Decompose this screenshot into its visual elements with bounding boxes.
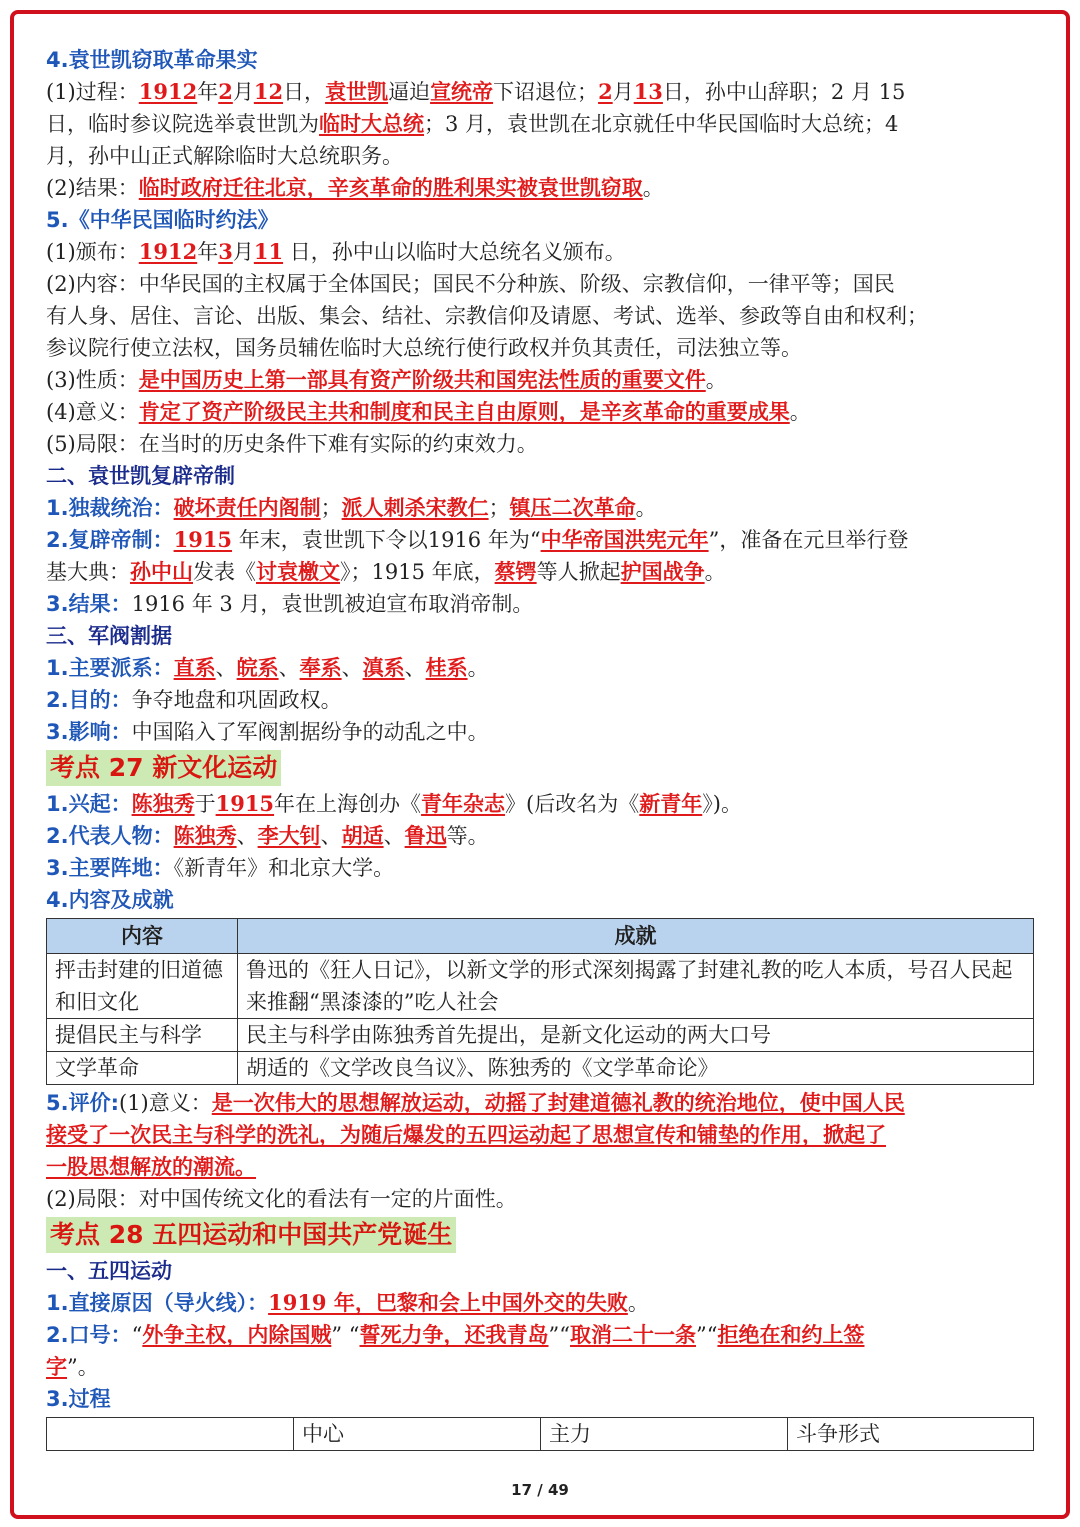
paragraph: (1)颁布：1912年3月11 日，孙中山以临时大总统名义颁布。 (46, 239, 626, 264)
table-row (47, 1019, 1034, 1052)
paragraph: 2.目的：争夺地盘和巩固政权。 (46, 688, 342, 712)
paragraph: 3.过程 (46, 1387, 111, 1411)
process-table (46, 1417, 1034, 1451)
paragraph: (2)结果：临时政府迁往北京，辛亥革命的胜利果实被袁世凯窃取。 (46, 175, 664, 200)
paragraph: 基大典：孙中山发表《讨袁檄文》；1915 年底，蔡锷等人掀起护国战争。 (46, 559, 726, 584)
kaodian-title: 考点 27 新文化运动 (46, 750, 281, 786)
paragraph: 参议院行使立法权，国务员辅佐临时大总统行使行政权并负其责任，司法独立等。 (46, 336, 802, 360)
content-achievement-table (46, 918, 1034, 1085)
table-cell: 中心 (294, 1418, 541, 1451)
table-cell: 胡适的《文学改良刍议》、陈独秀的《文学革命论》 (238, 1052, 1034, 1085)
paragraph: (2)内容：中华民国的主权属于全体国民；国民不分种族、阶级、宗教信仰，一律平等；国民 (46, 272, 895, 296)
paragraph: (1)过程：1912年2月12日，袁世凯逼迫宣统帝下诏退位；2月13日，孙中山辞职；2 月 15 (46, 79, 906, 104)
part-title: 一、五四运动 (46, 1259, 172, 1283)
table-cell: 文学革命 (47, 1052, 238, 1085)
paragraph: 2.复辟帝制：1915 年末，袁世凯下令以1916 年为“中华帝国洪宪元年”，准备在元旦举行登 (46, 527, 909, 552)
paragraph: 日，临时参议院选举袁世凯为临时大总统；3 月，袁世凯在北京就任中华民国临时大总统；4 (46, 111, 899, 136)
document-body (46, 44, 1034, 1453)
table-cell (47, 1418, 294, 1451)
paragraph: (3)性质：是中国历史上第一部具有资产阶级共和国宪法性质的重要文件。 (46, 367, 727, 392)
table-row (47, 1418, 1034, 1451)
paragraph: 1.直接原因（导火线）：1919 年，巴黎和会上中国外交的失败。 (46, 1290, 649, 1315)
table-cell: 主力 (541, 1418, 788, 1451)
paragraph: 4.内容及成就 (46, 888, 174, 912)
paragraph: 接受了一次民主与科学的洗礼，为随后爆发的五四运动起了思想宣传和铺垫的作用，掀起了 (46, 1122, 886, 1147)
paragraph: 1.主要派系：直系、皖系、奉系、滇系、桂系。 (46, 655, 489, 680)
paragraph: 3.影响：中国陷入了军阀割据纷争的动乱之中。 (46, 720, 489, 744)
paragraph: 月，孙中山正式解除临时大总统职务。 (46, 144, 403, 168)
paragraph: 1.兴起：陈独秀于1915年在上海创办《青年杂志》(后改名为《新青年》)。 (46, 791, 742, 816)
section-title: 4.袁世凯窃取革命果实 (46, 48, 258, 72)
paragraph: 1.独裁统治：破坏责任内阁制；派人刺杀宋教仁；镇压二次革命。 (46, 495, 657, 520)
paragraph: 3.主要阵地：《新青年》和北京大学。 (46, 856, 395, 880)
section-title: 5.《中华民国临时约法》 (46, 208, 279, 232)
page-number: 17 / 49 (511, 1481, 569, 1499)
table-cell: 民主与科学由陈独秀首先提出，是新文化运动的两大口号 (238, 1019, 1034, 1052)
kaodian-title: 考点 28 五四运动和中国共产党诞生 (46, 1217, 456, 1253)
table-header-row (47, 919, 1034, 954)
paragraph: (5)局限：在当时的历史条件下难有实际的约束效力。 (46, 432, 538, 456)
table-cell: 抨击封建的旧道德和旧文化 (47, 954, 238, 1019)
part-title: 三、军阀割据 (46, 624, 172, 648)
paragraph: 一股思想解放的潮流。 (46, 1154, 256, 1179)
paragraph: 5.评价:(1)意义：是一次伟大的思想解放运动，动摇了封建道德礼教的统治地位，使中国人民 (46, 1090, 905, 1115)
paragraph: 3.结果：1916 年 3 月，袁世凯被迫宣布取消帝制。 (46, 592, 534, 616)
table-row (47, 954, 1034, 1019)
table-cell: 提倡民主与科学 (47, 1019, 238, 1052)
part-title: 二、袁世凯复辟帝制 (46, 464, 235, 488)
paragraph: (4)意义：肯定了资产阶级民主共和制度和民主自由原则，是辛亥革命的重要成果。 (46, 399, 811, 424)
paragraph: 2.口号：“外争主权，内除国贼” “誓死力争，还我青岛”“取消二十一条”“拒绝在和约上签 (46, 1322, 865, 1347)
table-row (47, 1052, 1034, 1085)
table-header: 成就 (238, 919, 1034, 954)
paragraph: (2)局限：对中国传统文化的看法有一定的片面性。 (46, 1187, 517, 1211)
table-cell: 鲁迅的《狂人日记》，以新文学的形式深刻揭露了封建礼教的吃人本质，号召人民起来推翻“黑漆漆的”吃人社会 (238, 954, 1034, 1019)
paragraph: 2.代表人物：陈独秀、李大钊、胡适、鲁迅等。 (46, 823, 489, 848)
table-header: 内容 (47, 919, 238, 954)
paragraph: 有人身、居住、言论、出版、集会、结社、宗教信仰及请愿、考试、选举、参政等自由和权利； (46, 304, 928, 328)
paragraph: 字”。 (46, 1354, 99, 1379)
table-cell: 斗争形式 (788, 1418, 1034, 1451)
